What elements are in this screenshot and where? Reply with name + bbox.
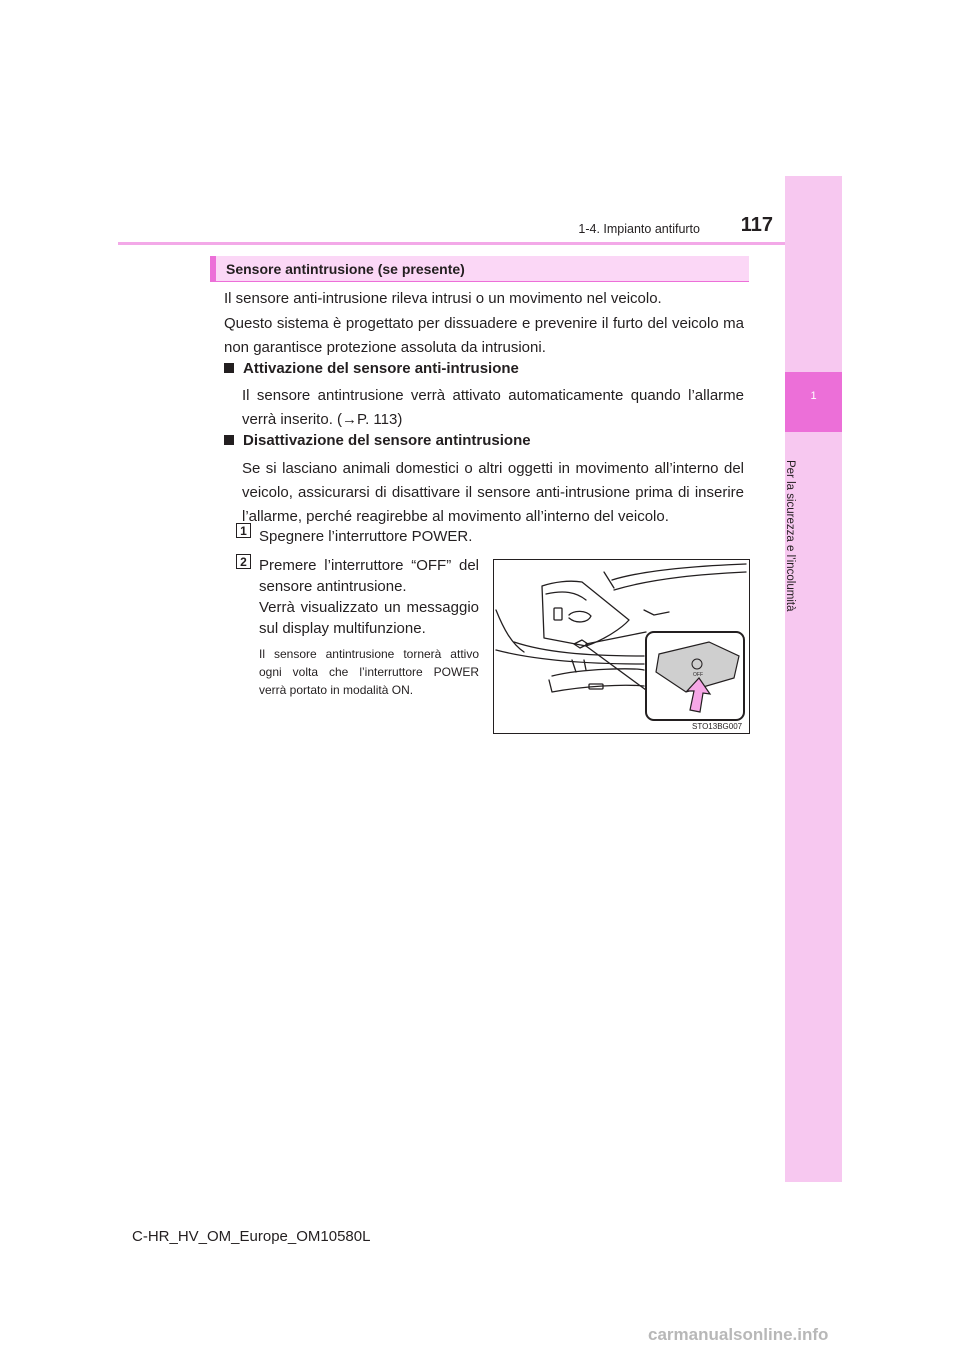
bullet-paragraph-2: Se si lasciano animali domestici o altri oggetti in movimento all’interno del veicolo, assicurarsi di disattivare il sensore anti-intrusione prima di inserire l’allarme, perché reagirebbe al movimento all’interno del veicolo. bbox=[242, 460, 744, 525]
step-detail-2: Verrà visualizzato un messaggio sul display multifunzione. bbox=[259, 599, 479, 637]
figure-code: STO13BG007 bbox=[692, 722, 743, 731]
svg-text:OFF: OFF bbox=[693, 672, 703, 678]
bullet-heading-1 bbox=[224, 360, 744, 377]
bullet-square-icon bbox=[224, 435, 234, 445]
chapter-label: Per la sicurezza e l’incolumità bbox=[784, 460, 796, 612]
side-tab bbox=[785, 176, 842, 1182]
bullet-heading-2 bbox=[224, 432, 744, 449]
step-text-1: Spegnere l’interruttore POWER. bbox=[259, 528, 473, 545]
section-heading-text: Sensore antintrusione (se presente) bbox=[226, 261, 465, 277]
bullet-heading-2-text: Disattivazione del sensore antintrusione bbox=[243, 432, 531, 449]
step-number-2: 2 bbox=[236, 554, 251, 569]
console-drawing bbox=[494, 560, 749, 733]
watermark: carmanualsonline.info bbox=[648, 1325, 829, 1344]
step-number-1: 1 bbox=[236, 523, 251, 538]
overhead-console-illustration bbox=[493, 559, 750, 734]
bullet-square-icon bbox=[224, 363, 234, 373]
step-note-2: Il sensore antintrusione tornerà attivo ogni volta che l’interruttore POWER verrà portato in modalità ON. bbox=[259, 647, 479, 697]
section-heading bbox=[210, 256, 749, 282]
section-title: 1-4. Impianto antifurto bbox=[578, 222, 700, 236]
document-id: C-HR_HV_OM_Europe_OM10580L bbox=[132, 1228, 371, 1245]
chapter-number: 1 bbox=[810, 390, 817, 402]
bullet-heading-1-text: Attivazione del sensore anti-intrusione bbox=[243, 360, 519, 377]
step-text-2: Premere l’interruttore “OFF” del sensore antintrusione. bbox=[259, 557, 479, 595]
bullet-paragraph-1: Il sensore antintrusione verrà attivato automaticamente quando l’allarme verrà inserito. (→P. 113) bbox=[242, 387, 744, 428]
chapter-tab bbox=[785, 372, 842, 432]
page-number: 117 bbox=[740, 214, 773, 236]
intro-paragraph-1: Il sensore anti-intrusione rileva intrusi o un movimento nel veicolo. bbox=[224, 290, 662, 307]
intro-paragraph-2: Questo sistema è progettato per dissuadere e prevenire il furto del veicolo ma non garantisce protezione assoluta da intrusioni. bbox=[224, 315, 744, 356]
header-rule bbox=[118, 242, 785, 245]
